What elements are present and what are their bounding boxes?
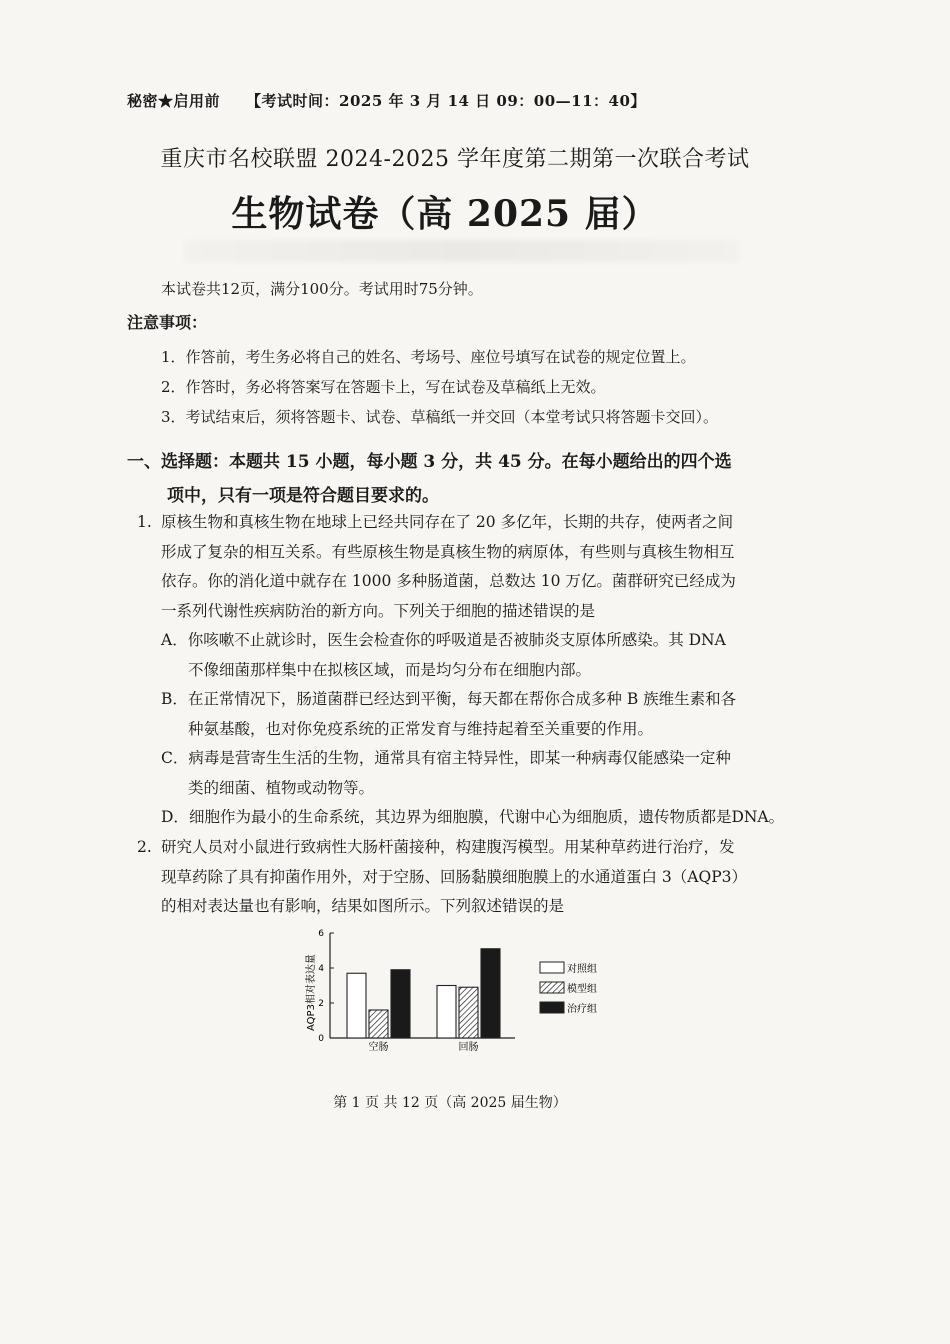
bar-对照组-回肠 [437,986,456,1039]
y-tick-label: 6 [318,929,324,939]
option-text: 种氨基酸，也对你免疫系统的正常发育与维持起着至关重要的作用。 [188,719,654,738]
option-text: 细胞作为最小的生命系统，其边界为细胞膜，代谢中心为细胞质，遗传物质都是DNA。 [188,808,785,826]
stem-line: 一系列代谢性疾病防治的新方向。下列关于细胞的描述错误的是 [161,601,596,620]
x-tick-label: 回肠 [458,1042,479,1053]
exam-time: 【考试时间：2025 年 3 月 14 日 09：00—11：40】 [246,92,646,110]
exam-supertitle: 重庆市名校联盟 2024-2025 学年度第二期第一次联合考试 [160,147,750,172]
y-tick-label: 4 [318,964,324,974]
legend-swatch [540,962,564,973]
section-heading [127,445,787,513]
option-label: B． [161,690,188,708]
legend-label: 对照组 [567,964,597,975]
option-c [161,744,731,803]
stem-line: 的相对表达量也有影响，结果如图所示。下列叙述错误的是 [161,897,565,915]
option-label: A． [161,631,188,649]
option-text: 类的细菌、植物或动物等。 [188,778,375,797]
option-text: 不像细菌那样集中在拟核区域，而是均匀分布在细胞内部。 [188,660,592,679]
page-footer: 第 1 页 共 12 页（高 2025 届生物） [333,1095,567,1111]
question-1-stem [161,508,736,626]
bar-模型组-空肠 [369,1010,388,1038]
confidential-mark: 秘密★启用前 [127,92,221,110]
section-heading-line: 一、选择题：本题共 15 小题，每小题 3 分，共 45 分。在每小题给出的四个选 [127,452,732,472]
stem-line: 研究人员对小鼠进行致病性大肠杆菌接种，构建腹泻模型。用某种草药进行治疗，发 [161,838,735,856]
question-1-number: 1. [137,513,152,531]
notice-item: 1．作答前，考生务必将自己的姓名、考场号、座位号填写在试卷的规定位置上。 [161,348,696,366]
option-text: 你咳嗽不止就诊时，医生会检查你的呼吸道是否被肺炎支原体所感染。其 DNA [187,631,726,649]
legend-swatch [540,982,564,993]
notice-item: 3．考试结束后，须将答题卡、试卷、草稿纸一并交回（本堂考试只将答题卡交回）。 [161,408,719,426]
legend-label: 治疗组 [567,1004,597,1015]
header-line [127,90,646,111]
question-2-number: 2. [137,838,152,856]
option-a [161,626,726,685]
bar-对照组-空肠 [347,973,366,1038]
legend-label: 模型组 [567,984,597,995]
exam-intro: 本试卷共12页，满分100分。考试用时75分钟。 [161,280,483,298]
legend-swatch [540,1002,564,1013]
option-d [161,803,784,833]
question-2-stem [161,833,747,922]
stem-line: 形成了复杂的相互关系。有些原核生物是真核生物的病原体，有些则与真核生物相互 [161,542,735,561]
scan-smudge [185,240,740,262]
option-label: C． [161,749,189,767]
x-tick-label: 空肠 [368,1042,389,1053]
y-tick-label: 0 [318,1034,324,1044]
notice-title: 注意事项： [127,313,208,332]
option-b [161,685,736,744]
section-heading-line: 项中，只有一项是符合题目要求的。 [167,486,439,506]
bar-治疗组-回肠 [481,949,500,1038]
y-tick-label: 2 [318,999,324,1009]
stem-line: 依存。你的消化道中就存在 1000 多种肠道菌，总数达 10 万亿。菌群研究已经成为 [161,572,736,590]
exam-title: 生物试卷（高 2025 届） [231,193,659,235]
stem-line: 现草药除了具有抑菌作用外，对于空肠、回肠黏膜细胞膜上的水通道蛋白 3（AQP3） [161,867,747,886]
option-text: 在正常情况下，肠道菌群已经达到平衡，每天都在帮你合成多种 B 族维生素和各 [187,690,737,708]
bar-模型组-回肠 [459,987,478,1038]
y-axis-label: AQP3相对表达量 [306,954,317,1031]
notice-item: 2．作答时，务必将答案写在答题卡上，写在试卷及草稿纸上无效。 [161,378,606,396]
option-text: 病毒是营寄生生活的生物，通常具有宿主特异性，即某一种病毒仅能感染一定种 [188,749,731,767]
stem-line: 原核生物和真核生物在地球上已经共同存在了 20 多亿年，长期的共存，使两者之间 [161,513,734,531]
bar-治疗组-空肠 [391,970,410,1038]
option-label: D． [161,808,189,826]
aqp3-bar-chart [300,928,620,1058]
